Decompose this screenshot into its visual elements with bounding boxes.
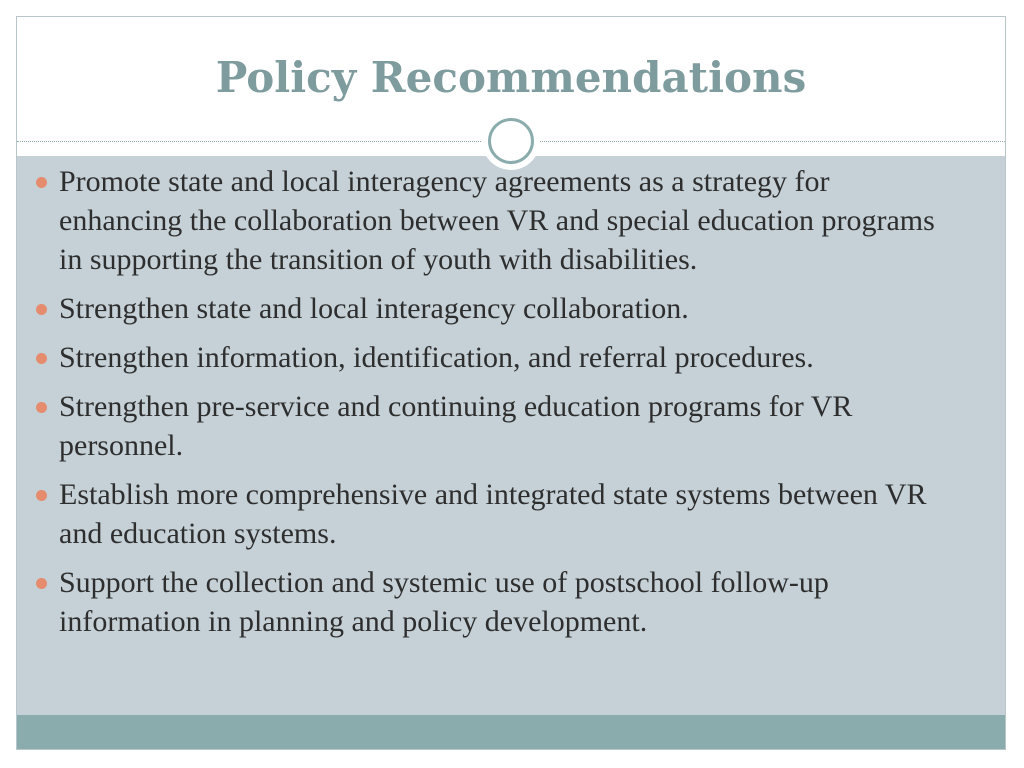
- bullet-dot-icon: [36, 177, 47, 188]
- ring-inner: [488, 118, 534, 164]
- bullet-text: Strengthen state and local interagency collaboration.: [59, 292, 689, 325]
- bullet-dot-icon: [36, 578, 47, 589]
- bullet-dot-icon: [36, 402, 47, 413]
- bullet-item: [36, 475, 956, 553]
- bullet-text: Strengthen pre-service and continuing education programs for VR personnel.: [59, 390, 853, 462]
- footer-band: [17, 715, 1005, 749]
- bullet-text: Support the collection and systemic use of postschool follow-up information in planning and policy development.: [59, 566, 829, 638]
- bullet-dot-icon: [36, 353, 47, 364]
- bullet-text: Strengthen information, identification, and referral procedures.: [59, 341, 814, 374]
- bullet-list: [36, 162, 956, 651]
- bullet-item: [36, 338, 956, 377]
- bullet-dot-icon: [36, 490, 47, 501]
- bullet-text: Establish more comprehensive and integrated state systems between VR and education systems.: [59, 478, 927, 550]
- bullet-item: [36, 563, 956, 641]
- bullet-dot-icon: [36, 304, 47, 315]
- slide-title: Policy Recommendations: [215, 53, 807, 102]
- bullet-item: [36, 387, 956, 465]
- bullet-item: [36, 289, 956, 328]
- bullet-text: Promote state and local interagency agreements as a strategy for enhancing the collaboration between VR and special education programs in supporting the transition of youth with disabilities.: [59, 165, 935, 276]
- bullet-item: [36, 162, 956, 279]
